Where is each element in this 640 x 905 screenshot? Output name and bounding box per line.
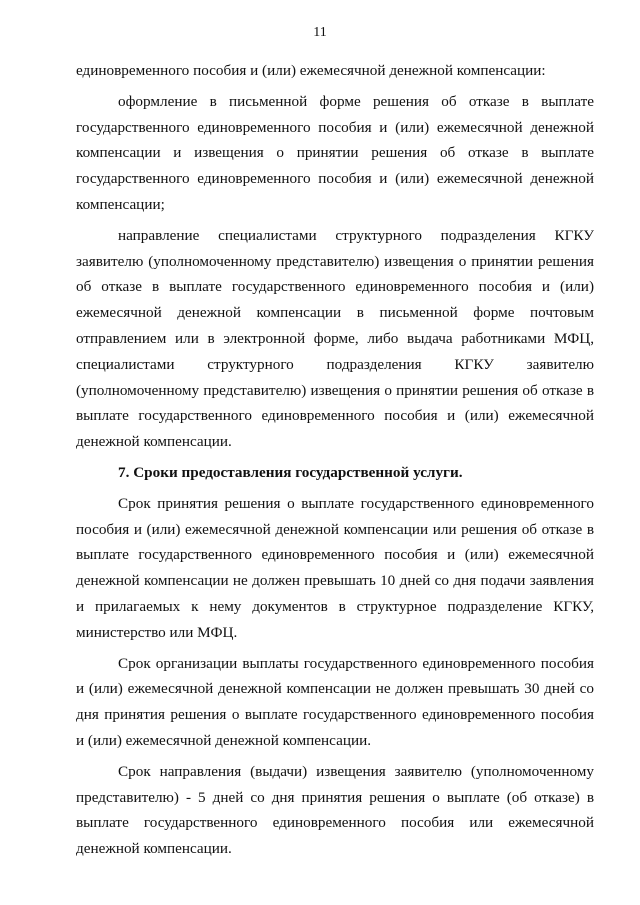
- document-body: [76, 58, 594, 862]
- section-heading: 7. Сроки предоставления государственной услуги.: [118, 463, 463, 481]
- paragraph-decision-deadline: Срок принятия решения о выплате государственного единовременного пособия и (или) ежемесячной денежной компенсации или решения об отказе в выплате государственного единовременного пособия и (или) ежемесячной денежной компенсации не должен превышать 10 дней со дня подачи заявления и прилагаемых к нему документов в структурное подразделение КГКУ, министерство или МФЦ.: [76, 494, 594, 641]
- page-number: 11: [313, 25, 327, 40]
- lead-in-paragraph: единовременного пособия и (или) ежемесячной денежной компенсации:: [76, 62, 546, 79]
- paragraph-payment-deadline: Срок организации выплаты государственного единовременного пособия и (или) ежемесячной денежной компенсации не должен превышать 30 дней со дня принятия решения о выплате государственного единовременного пособия и (или) ежемесячной денежной компенсации.: [76, 654, 594, 749]
- paragraph-refusal-decision: оформление в письменной форме решения об отказе в выплате государственного единовременного пособия и (или) ежемесячной денежной компенсации и извещения о принятии решения об отказе в выплате государственного единовременного пособия и (или) ежемесячной денежной компенсации;: [76, 92, 594, 213]
- paragraph-notice-deadline: Срок направления (выдачи) извещения заявителю (уполномоченному представителю) - 5 дней со дня принятия решения о выплате (об отказе) в выплате государственного единовременного пособия или ежемесячной денежной компенсации.: [76, 762, 594, 858]
- paragraph-refusal-notice: направление специалистами структурного подразделения КГКУ заявителю (уполномоченному представителю) извещения о принятии решения об отказе в выплате государственного единовременного пособия и (или) ежемесячной денежной компенсации в письменной форме почтовым отправлением или в электронной форме, либо выдача работниками МФЦ, специалистами структурного подразделения КГКУ заявителю (уполномоченному представителю) извещения о принятии решения об отказе в выплате государственного единовременного пособия и (или) ежемесячной денежной компенсации.: [76, 226, 594, 451]
